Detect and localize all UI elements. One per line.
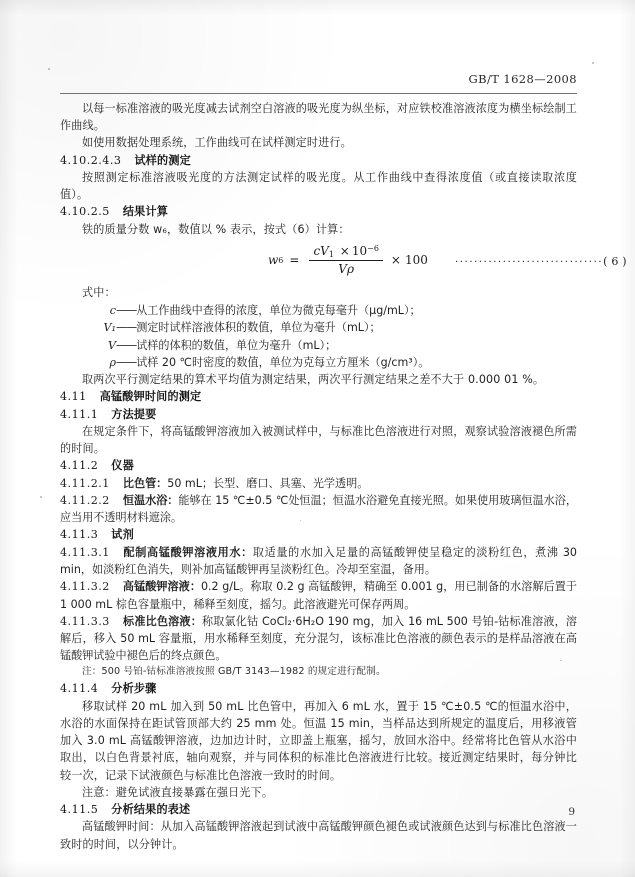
scan-speck xyxy=(40,496,42,498)
scan-speck xyxy=(48,68,50,70)
definition-dash: —— xyxy=(116,355,137,369)
clause-number: 4.11.2.2 xyxy=(60,494,110,508)
paragraph-4-11-4: 移取试样 20 mL 加入到 50 mL 比色管中，再加入 6 mL 水，置于 15 ℃±0.5 ℃的恒温水浴中，水浴的水面保持在距试管顶部大约 25 mm 处。恒温 15 min，当样品达到所规定的温度后，用移液管加入 3.0 mL 高锰酸钾溶液，边加边计时，立即盖上瓶塞，摇匀，放回水浴中。经常将比色管从水浴中取出，以白色背景衬底，轴向观察，并与同体积的标准比色溶液进行比较。接近测定结果时，每分钟比较一次，记录下试液颜色与标准比色溶液一致时的时间。 xyxy=(60,699,577,782)
definition-symbol: V₁ xyxy=(103,321,116,335)
formula-denominator-v: V xyxy=(338,262,347,277)
clause-title: 试剂 xyxy=(111,528,134,542)
clause-heading-4-11-3 xyxy=(60,526,577,543)
clause-number: 4.10.2.5 xyxy=(60,205,110,219)
formula-lhs: w xyxy=(268,253,279,268)
formula-numerator-v-subscript: 1 xyxy=(328,250,334,260)
definition-text: 试样的体积的数值，单位为毫升（mL）； xyxy=(136,338,337,352)
clause-title: 高锰酸钾时间的测定 xyxy=(99,390,202,404)
clause-title: 结果计算 xyxy=(122,205,169,219)
formula-fraction xyxy=(309,244,382,276)
page-number: 9 xyxy=(568,806,575,818)
clause-number: 4.11.3.1 xyxy=(60,545,110,559)
clause-title: 分析结果的表述 xyxy=(111,802,191,816)
clause-number: 4.11.3.3 xyxy=(60,614,110,628)
definition-row xyxy=(60,354,577,371)
scan-speck xyxy=(592,62,594,64)
paragraph-intro-2: 如使用数据处理系统，工作曲线可在试样测定时进行。 xyxy=(82,136,352,150)
definition-dash: —— xyxy=(116,321,137,335)
definition-symbol: ρ xyxy=(109,355,116,369)
formula-number-group xyxy=(455,255,627,268)
where-label: 式中： xyxy=(82,286,116,300)
clause-number: 4.10.2.4.3 xyxy=(60,153,122,167)
formula-block-6 xyxy=(60,241,627,283)
clause-number: 4.11.5 xyxy=(60,802,99,816)
clause-title: 方法提要 xyxy=(111,407,157,421)
definition-text: 试样 20 ℃时密度的数值，单位为克每立方厘米（g/cm³）。 xyxy=(136,355,430,369)
clause-body: 能够在 15 ℃±0.5 ℃处恒温；恒温水浴避免直接光照。如果使用玻璃恒温水浴，应当用不透明材料遮涂。 xyxy=(60,494,577,525)
clause-heading-4-11-5 xyxy=(60,801,577,818)
formula-leader-dots: ······························· xyxy=(455,257,604,269)
formula-numerator xyxy=(309,244,382,261)
definition-row xyxy=(60,302,577,319)
clause-4-11-3-1 xyxy=(60,544,577,578)
clause-title: 仪器 xyxy=(111,459,134,473)
clause-title: 分析步骤 xyxy=(111,682,157,696)
definition-symbol: c xyxy=(109,304,116,318)
definition-text: 测定时试样溶液体积的数值，单位为毫升（mL）； xyxy=(136,321,381,335)
clause-title: 试样的测定 xyxy=(134,153,191,167)
formula-tail-times: × xyxy=(390,253,401,268)
clause-4-11-3-2 xyxy=(60,578,577,612)
document-body xyxy=(60,100,627,853)
definition-row xyxy=(60,319,577,336)
formula-lhs-subscript: 6 xyxy=(278,255,284,265)
clause-body: 取适量的水加入足量的高锰酸钾使呈稳定的淡粉红色，煮沸 30 min，如淡粉红色消失，则补加高锰酸钾再呈淡粉红色。冷却至室温，备用。 xyxy=(60,545,577,577)
clause-body: 50 mL；长型、磨口、具塞、光学透明。 xyxy=(167,476,369,490)
clause-title: 标准比色溶液： xyxy=(122,614,202,628)
clause-number: 4.11.2 xyxy=(60,459,99,473)
formula-expression xyxy=(268,244,428,276)
formula-power-base: 10 xyxy=(351,244,368,259)
clause-title: 配制高锰酸钾溶液用水： xyxy=(122,545,253,559)
paragraph-4-10-2-4-3: 按照测定标准溶液吸光度的方法测定试样的吸光度。从工作曲线中查得浓度值（或直接读取浓度值）。 xyxy=(60,171,577,202)
clause-number: 4.11.3.2 xyxy=(60,580,110,594)
clause-title: 恒温水浴： xyxy=(122,494,179,508)
clause-4-11-3-3 xyxy=(60,613,577,665)
formula-denominator xyxy=(334,261,358,276)
clause-number: 4.11.4 xyxy=(60,682,99,696)
clause-number: 4.11.1 xyxy=(60,407,99,421)
formula-number: ( 6 ) xyxy=(603,255,627,269)
clause-heading-4-11-2 xyxy=(60,457,577,474)
definition-text: 从工作曲线中查得的浓度，单位为微克每毫升（μg/mL）； xyxy=(136,304,421,318)
clause-4-11-2-1 xyxy=(60,475,577,492)
clause-4-11-2-2 xyxy=(60,492,577,526)
formula-numerator-times: × xyxy=(339,244,350,259)
formula-numerator-v: V xyxy=(320,244,329,259)
page-header xyxy=(60,72,577,94)
standard-code: GB/T 1628—2008 xyxy=(468,72,577,86)
paragraph-intro-1: 以每一标准溶液的吸光度减去试剂空白溶液的吸光度为纵坐标，对应铁校准溶液浓度为横坐标绘制工作曲线。 xyxy=(60,102,577,133)
clause-heading-4-11-1 xyxy=(60,406,577,423)
formula-tail-value: 100 xyxy=(404,253,428,268)
clause-number: 4.11.2.1 xyxy=(60,476,110,490)
definition-symbol: V xyxy=(107,338,116,352)
definition-dash: —— xyxy=(116,304,137,318)
formula-numerator-c: c xyxy=(313,244,321,259)
clause-heading-4-11-4 xyxy=(60,680,577,697)
clause-body: 称取氯化钴 CoCl₂·6H₂O 190 mg，加入 16 mL 500 号铂-钴标准溶液，溶解后，移入 50 mL 容量瓶，用水稀释至刻度，充分混匀，该标准比色溶液的颜色表示的是样品溶液在高锰酸钾试验中褪色后的终点颜色。 xyxy=(60,614,577,663)
clause-number: 4.11.3 xyxy=(60,528,99,542)
caution-4-11-4: 注意：避免试液直接暴露在强日光下。 xyxy=(82,785,274,799)
clause-body: 0.2 g/L。称取 0.2 g 高锰酸钾，精确至 0.001 g，用已制备的水溶解后置于 1 000 mL 棕色容量瓶中，稀释至刻度，摇匀。此溶液避光可保存两周。 xyxy=(60,580,577,611)
note-4-11-3-3: 注：500 号铂-钴标准溶液按照 GB/T 3143—1982 的规定进行配制。 xyxy=(82,666,386,678)
header-rule xyxy=(60,93,577,94)
clause-title: 高锰酸钾溶液： xyxy=(122,580,201,594)
clause-heading-4-11 xyxy=(60,388,577,405)
clause-number: 4.11 xyxy=(60,390,87,404)
definition-dash: —— xyxy=(116,338,137,352)
paragraph-repeatability: 取两次平行测定结果的算术平均值为测定结果，两次平行测定结果之差不大于 0.000 01 %。 xyxy=(82,373,545,387)
paragraph-4-11-5: 高锰酸钾时间：从加入高锰酸钾溶液起到试液中高锰酸钾颜色褪色或试液颜色达到与标准比色溶液一致时的时间，以分钟计。 xyxy=(60,820,577,851)
paragraph-4-11-1: 在规定条件下，将高锰酸钾溶液加入被测试样中，与标准比色溶液进行对照，观察试验溶液褪色所需的时间。 xyxy=(60,425,577,456)
formula-power-exponent: −6 xyxy=(367,244,379,254)
definition-row xyxy=(60,337,577,354)
formula-equals: = xyxy=(289,253,300,268)
clause-heading-4-10-2-5 xyxy=(60,203,577,220)
formula-denominator-rho: ρ xyxy=(346,262,355,277)
clause-title: 比色管： xyxy=(122,476,168,490)
clause-heading-4-10-2-4-3 xyxy=(60,152,577,169)
paragraph-4-10-2-5: 铁的质量分数 w₆，数值以 % 表示，按式（6）计算： xyxy=(82,222,350,236)
symbol-definition-list xyxy=(60,302,577,371)
